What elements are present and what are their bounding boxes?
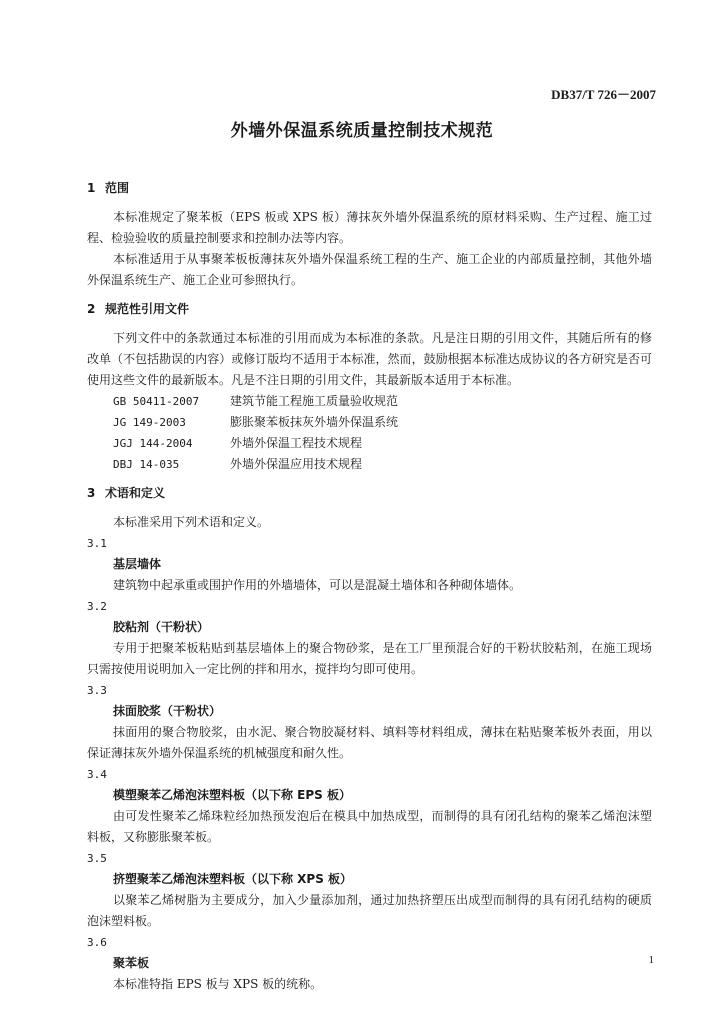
term-number: 3.4 — [87, 768, 107, 781]
section-2-paragraph: 下列文件中的条款通过本标准的引用而成为本标准的条款。凡是注日期的引用文件，其随后所有的修改单（不包括勘误的内容）或修订版均不适用于本标准，然而，鼓励根据本标准达成协议的各方研究是否可使用这些文件的最新版本。凡是不注日期的引用文件，其最新版本适用于本标准。 — [87, 331, 652, 387]
term-definition: 建筑物中起承重或围护作用的外墙墙体，可以是混凝土墙体和各种砌体墙体。 — [113, 578, 522, 592]
term-definition: 专用于把聚苯板粘贴到基层墙体上的聚合物砂浆，是在工厂里预混合好的干粉状胶粘剂，在施工现场只需按使用说明加入一定比例的拌和用水，搅拌均匀即可使用。 — [87, 641, 652, 676]
section-3-heading: 3 术语和定义 — [87, 486, 166, 500]
section-1-paragraph: 本标准规定了聚苯板（EPS 板或 XPS 板）薄抹灰外墙外保温系统的原材料采购、生产过程、施工过程、检验验收的质量控制要求和控制办法等内容。 — [87, 210, 652, 245]
term-number: 3.3 — [87, 684, 107, 697]
term-definition: 由可发性聚苯乙烯珠粒经加热预发泡后在模具中加热成型，而制得的具有闭孔结构的聚苯乙烯泡沫塑料板，又称膨胀聚苯板。 — [87, 809, 652, 844]
document-title: 外墙外保温系统质量控制技术规范 — [230, 121, 494, 141]
term-name: 聚苯板 — [113, 956, 150, 970]
term-name: 挤塑聚苯乙烯泡沫塑料板（以下称 XPS 板） — [113, 872, 353, 886]
term-definition: 以聚苯乙烯树脂为主要成分，加入少量添加剂，通过加热挤塑压出成型而制得的具有闭孔结构的硬质泡沫塑料板。 — [87, 893, 652, 928]
term-number: 3.2 — [87, 600, 107, 613]
page-number: 1 — [648, 954, 654, 966]
term-number: 3.5 — [87, 852, 107, 865]
term-number: 3.1 — [87, 537, 107, 550]
term-name: 模塑聚苯乙烯泡沫塑料板（以下称 EPS 板） — [113, 788, 351, 802]
reference-item: JG 149-2003 膨胀聚苯板抹灰外墙外保温系统 — [113, 415, 399, 429]
term-number: 3.6 — [87, 936, 107, 949]
section-2-heading: 2 规范性引用文件 — [87, 302, 190, 316]
section-3-intro: 本标准采用下列术语和定义。 — [113, 515, 270, 529]
term-name: 胶粘剂（干粉状） — [113, 620, 210, 634]
standard-code: DB37/T 726－2007 — [551, 87, 656, 102]
reference-item: DBJ 14-035 外墙外保温应用技术规程 — [113, 457, 363, 471]
reference-item: JGJ 144-2004 外墙外保温工程技术规程 — [113, 436, 363, 450]
term-definition: 抹面用的聚合物胶浆，由水泥、聚合物胶凝材料、填料等材料组成，薄抹在粘贴聚苯板外表面，用以保证薄抹灰外墙外保温系统的机械强度和耐久性。 — [87, 725, 652, 760]
term-name: 基层墙体 — [113, 557, 162, 571]
section-1-paragraph: 本标准适用于从事聚苯板板薄抹灰外墙外保温系统工程的生产、施工企业的内部质量控制，其他外墙外保温系统生产、施工企业可参照执行。 — [87, 252, 652, 287]
term-definition: 本标准特指 EPS 板与 XPS 板的统称。 — [113, 977, 323, 991]
section-1-heading: 1 范围 — [87, 181, 130, 195]
reference-item: GB 50411-2007 建筑节能工程施工质量验收规范 — [113, 394, 399, 408]
term-name: 抹面胶浆（干粉状） — [113, 704, 222, 718]
document-body — [87, 178, 652, 995]
